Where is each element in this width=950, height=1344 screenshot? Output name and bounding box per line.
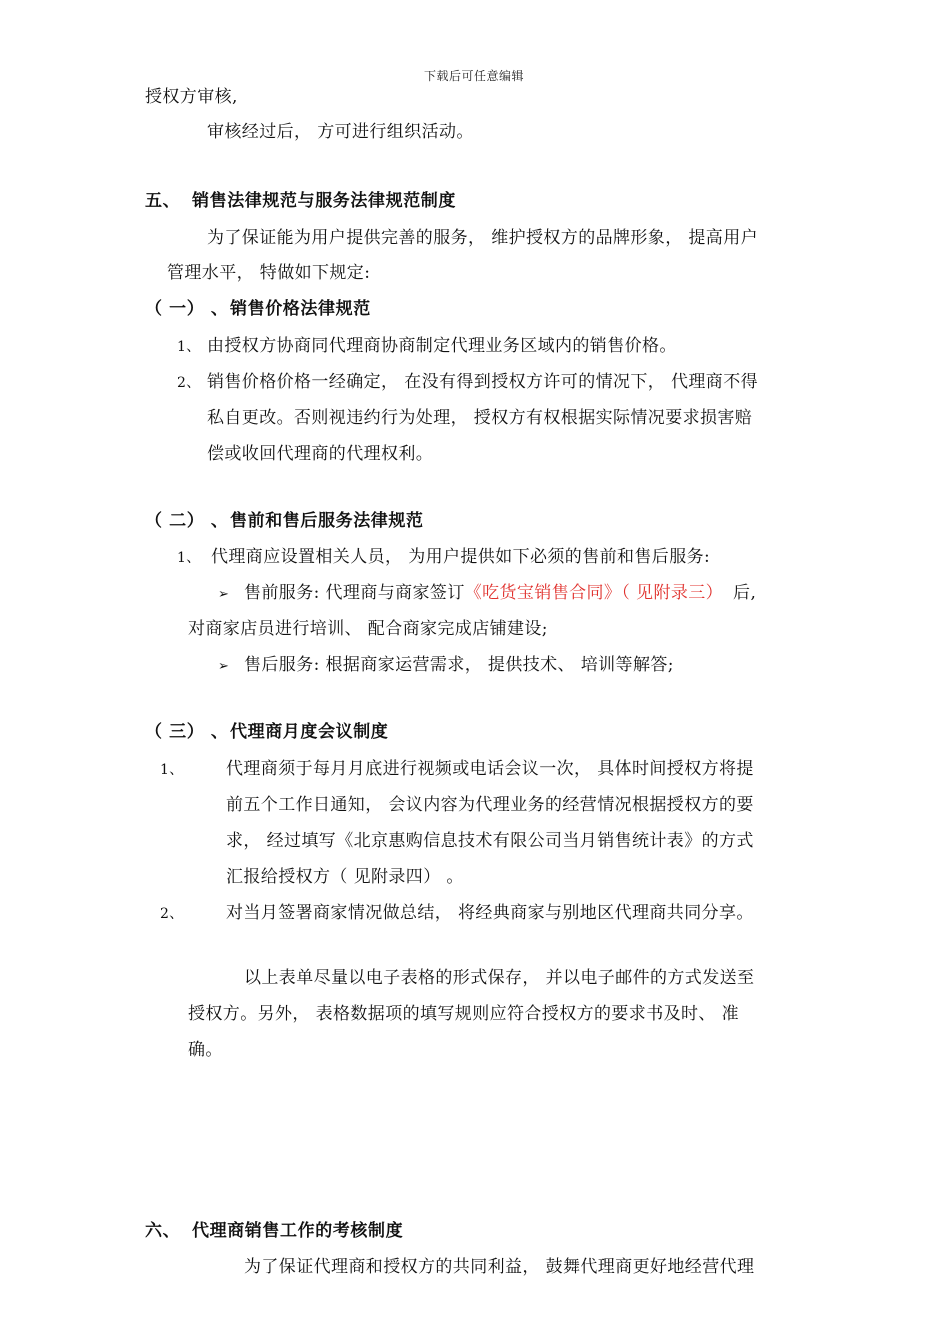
subsection-1-title: 销售价格法律规范 [230, 299, 371, 319]
list-number: 2、 [177, 375, 201, 391]
section-5-title: 销售法律规范与服务法律规范制度 [192, 191, 456, 211]
subsection-1-number: （ 一） 、 [145, 299, 229, 319]
subsection-2-title: 售前和售后服务法律规范 [230, 511, 424, 531]
list-item-continuation: 私自更改。否则视违约行为处理， 授权方有权根据实际情况要求损害赔 [207, 408, 753, 428]
subsection-2-number: （ 二） 、 [145, 511, 229, 531]
list-item-continuation: 前五个工作日通知， 会议内容为代理业务的经营情况根据授权方的要 [226, 795, 754, 815]
list-item: 销售价格价格一经确定， 在没有得到授权方许可的情况下， 代理商不得 [207, 372, 759, 392]
list-item-continuation: 汇报给授权方（ 见附录四） 。 [226, 867, 464, 887]
list-number: 2、 [160, 906, 184, 922]
bullet-item-aftersale [218, 654, 674, 678]
list-number: 1、 [160, 762, 184, 778]
list-item: 代理商须于每月月底进行视频或电话会议一次， 具体时间授权方将提 [226, 759, 754, 779]
arrow-bullet-icon: ➢ [218, 587, 230, 602]
list-item: 代理商应设置相关人员， 为用户提供如下必须的售前和售后服务: [211, 547, 711, 567]
section-6-number: 六、 [145, 1221, 181, 1241]
bullet-continuation: 对商家店员进行培训、 配合商家完成店铺建设; [188, 619, 548, 639]
arrow-bullet-icon: ➢ [218, 659, 230, 674]
list-item: 对当月签署商家情况做总结， 将经典商家与别地区代理商共同分享。 [226, 903, 754, 923]
section-5-number: 五、 [145, 191, 181, 211]
subsection-3-title: 代理商月度会议制度 [230, 722, 389, 742]
section-6-title: 代理商销售工作的考核制度 [192, 1221, 404, 1241]
bullet-item-presale [218, 582, 756, 606]
paragraph-line: 以上表单尽量以电子表格的形式保存， 并以电子邮件的方式发送至 [244, 968, 755, 988]
list-number: 1、 [177, 339, 201, 355]
paragraph-line: 为了保证代理商和授权方的共同利益， 鼓舞代理商更好地经营代理 [244, 1257, 755, 1277]
bullet-text: 售后服务: 根据商家运营需求， 提供技术、 培训等解答; [244, 655, 674, 675]
paragraph-line: 确。 [188, 1040, 223, 1060]
paragraph-line: 为了保证能为用户提供完善的服务， 维护授权方的品牌形象， 提高用户 [207, 228, 759, 248]
list-number: 1、 [177, 550, 201, 566]
header-note: 下载后可任意编辑 [424, 69, 525, 83]
contract-reference-link: 《吃货宝销售合同》（ 见附录三） [464, 583, 724, 603]
bullet-text: 售前服务: 代理商与商家签订 [244, 583, 465, 603]
list-item: 由授权方协商同代理商协商制定代理业务区域内的销售价格。 [207, 336, 677, 356]
list-item-continuation: 求， 经过填写《北京惠购信息技术有限公司当月销售统计表》的方式 [226, 831, 754, 851]
paragraph-line: 授权方审核, [145, 87, 238, 107]
bullet-text-tail: 后, [733, 583, 757, 603]
subsection-3-number: （ 三） 、 [145, 722, 229, 742]
paragraph-line: 审核经过后， 方可进行组织活动。 [207, 122, 474, 142]
paragraph-line: 授权方。另外， 表格数据项的填写规则应符合授权方的要求书及时、 准 [188, 1004, 740, 1024]
list-item-continuation: 偿或收回代理商的代理权利。 [207, 444, 434, 464]
paragraph-line: 管理水平， 特做如下规定: [167, 263, 371, 283]
